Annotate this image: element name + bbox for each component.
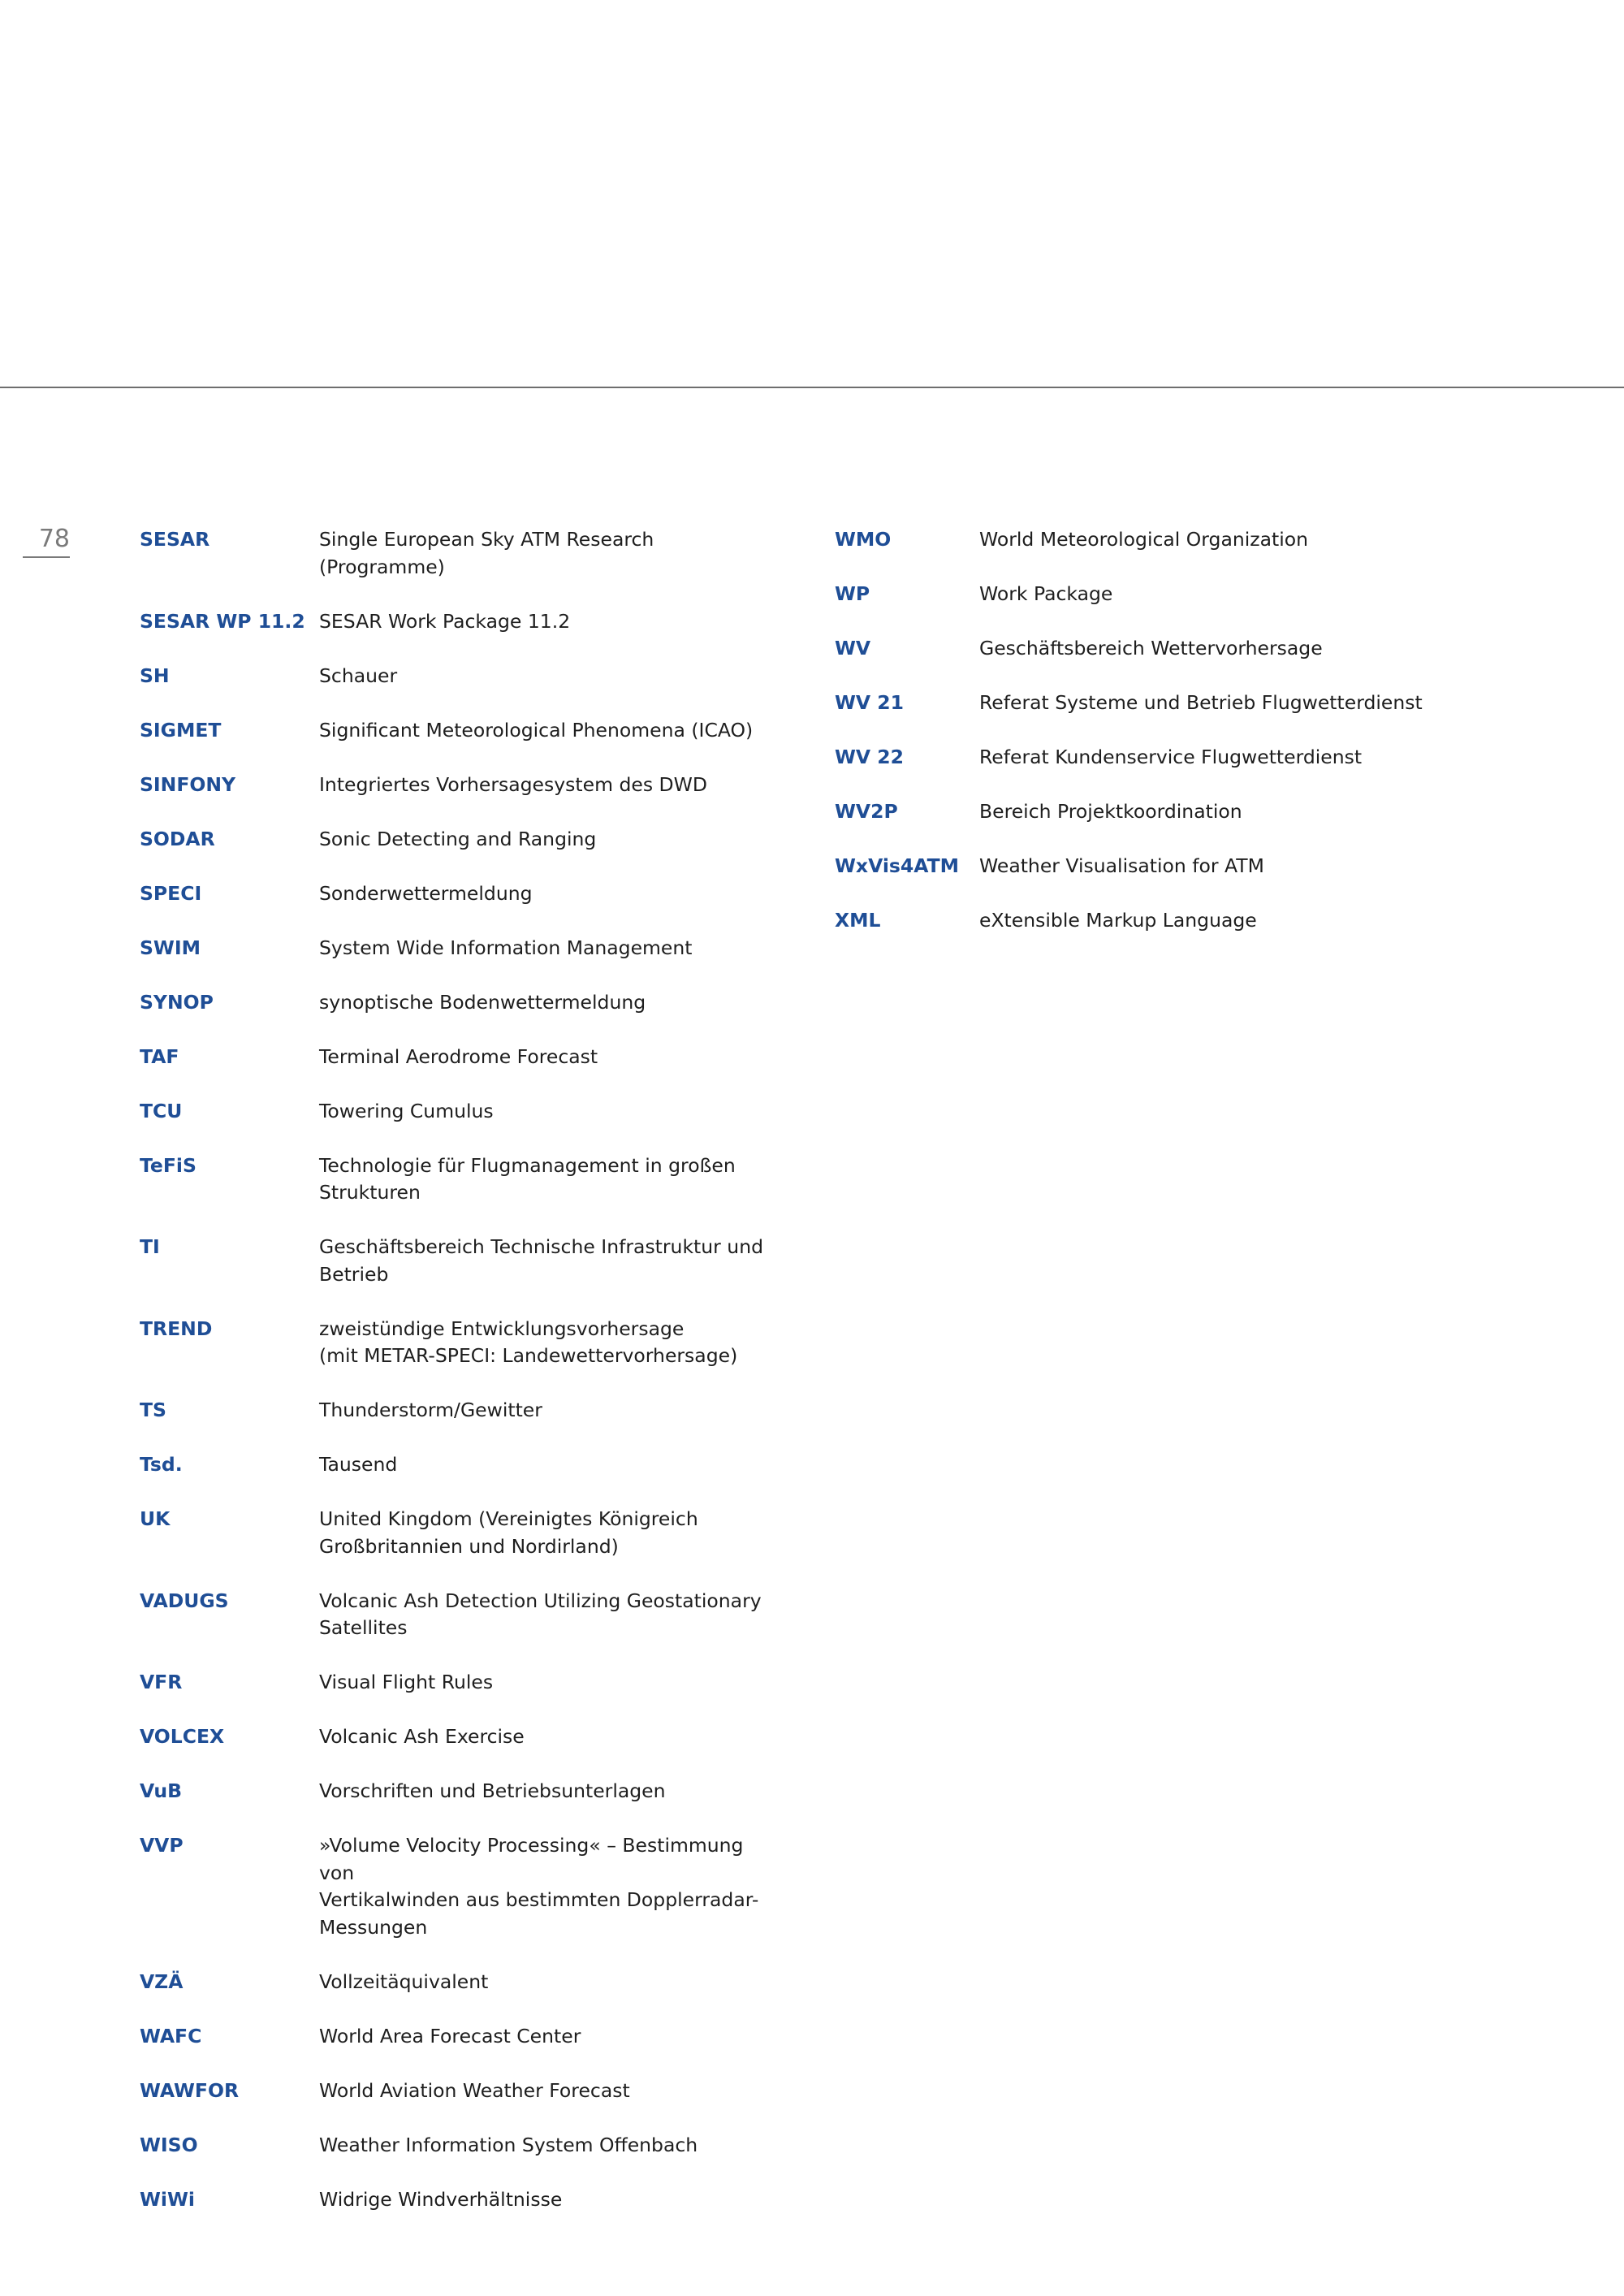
abbreviation-term: TAF bbox=[140, 1044, 179, 1068]
abbreviation-entry bbox=[835, 635, 1614, 663]
abbreviation-entry bbox=[140, 2023, 773, 2051]
abbreviation-term: SODAR bbox=[140, 827, 215, 850]
abbreviation-entry bbox=[140, 1451, 773, 1479]
abbreviation-entry bbox=[140, 1669, 773, 1697]
abbreviation-entry bbox=[835, 853, 1614, 880]
abbreviation-term: TCU bbox=[140, 1099, 183, 1122]
abbreviation-term: Tsd. bbox=[140, 1453, 183, 1476]
abbreviation-definition: World Meteorological Organization bbox=[979, 528, 1309, 551]
abbreviation-term: SINFONY bbox=[140, 772, 236, 796]
abbreviation-term: TREND bbox=[140, 1317, 213, 1340]
abbreviation-entry bbox=[140, 880, 773, 908]
abbreviation-term: TeFiS bbox=[140, 1153, 197, 1177]
abbreviation-entry bbox=[140, 1234, 773, 1288]
abbreviation-definition: Vorschriften und Betriebsunterlagen bbox=[319, 1779, 666, 1802]
abbreviation-definition: »Volume Velocity Processing« – Bestimmung von Vertikalwinden aus bestimmten Dopplerradar- Messungen bbox=[319, 1834, 759, 1939]
abbreviation-entry bbox=[140, 1506, 773, 1560]
abbreviation-definition: Bereich Projektkoordination bbox=[979, 800, 1242, 823]
abbreviation-entry bbox=[140, 772, 773, 799]
abbreviation-term: VADUGS bbox=[140, 1589, 229, 1612]
abbreviation-entry bbox=[140, 1152, 773, 1207]
abbreviation-definition: Work Package bbox=[979, 582, 1113, 605]
abbreviation-term: WMO bbox=[835, 528, 892, 551]
abbreviation-term: WxVis4ATM bbox=[835, 854, 960, 877]
abbreviation-term: SESAR WP 11.2 bbox=[140, 609, 305, 633]
abbreviation-term: SPECI bbox=[140, 881, 202, 905]
abbreviation-definition: United Kingdom (Vereinigtes Königreich Großbritannien und Nordirland) bbox=[319, 1507, 698, 1558]
abbreviation-term: WV bbox=[835, 637, 871, 659]
abbreviation-term: WV2P bbox=[835, 800, 898, 823]
abbreviation-definition: Widrige Windverhältnisse bbox=[319, 2187, 563, 2211]
abbreviation-term: VFR bbox=[140, 1671, 183, 1693]
abbreviation-term: SESAR bbox=[140, 528, 210, 551]
abbreviation-entry bbox=[140, 1723, 773, 1751]
abbreviation-term: WP bbox=[835, 582, 870, 605]
abbreviation-entry bbox=[140, 1316, 773, 1370]
abbreviation-entry bbox=[140, 717, 773, 745]
abbreviation-definition: Referat Kundenservice Flugwetterdienst bbox=[979, 746, 1363, 768]
abbreviation-definition: Vollzeitäquivalent bbox=[319, 1970, 489, 1993]
abbreviation-definition: System Wide Information Management bbox=[319, 936, 693, 959]
abbreviation-definition: Towering Cumulus bbox=[319, 1099, 494, 1122]
abbreviation-term: VuB bbox=[140, 1779, 182, 1802]
abbreviation-term: SIGMET bbox=[140, 718, 222, 742]
abbreviation-entry bbox=[835, 526, 1614, 554]
abbreviation-term: VVP bbox=[140, 1834, 184, 1857]
page-number-underline bbox=[23, 556, 70, 558]
abbreviation-definition: Tausend bbox=[319, 1453, 398, 1476]
abbreviation-entry bbox=[140, 1044, 773, 1071]
abbreviation-definition: zweistündige Entwicklungsvorhersage (mit METAR-SPECI: Landewettervorhersage) bbox=[319, 1317, 738, 1367]
abbreviation-entry bbox=[835, 744, 1614, 772]
abbreviation-definition: Volcanic Ash Detection Utilizing Geostationary Satellites bbox=[319, 1589, 762, 1639]
abbreviation-list-right bbox=[835, 526, 1614, 962]
abbreviation-term: WiWi bbox=[140, 2187, 195, 2211]
abbreviation-entry bbox=[140, 608, 773, 636]
abbreviation-entry bbox=[140, 663, 773, 690]
abbreviation-entry bbox=[140, 1588, 773, 1642]
abbreviation-definition: World Aviation Weather Forecast bbox=[319, 2078, 630, 2102]
abbreviation-definition: Sonderwettermeldung bbox=[319, 881, 533, 905]
abbreviation-term: WV 21 bbox=[835, 691, 904, 714]
abbreviation-entry bbox=[140, 2186, 773, 2214]
abbreviation-definition: Weather Information System Offenbach bbox=[319, 2133, 698, 2156]
abbreviation-term: TS bbox=[140, 1399, 166, 1421]
abbreviation-definition: Thunderstorm/Gewitter bbox=[319, 1399, 542, 1421]
abbreviation-entry bbox=[835, 690, 1614, 717]
abbreviation-entry bbox=[835, 581, 1614, 608]
abbreviation-entry bbox=[140, 2132, 773, 2160]
abbreviation-entry bbox=[835, 907, 1614, 935]
abbreviation-definition: World Area Forecast Center bbox=[319, 2024, 581, 2047]
abbreviation-term: WAFC bbox=[140, 2024, 202, 2047]
abbreviation-entry bbox=[140, 989, 773, 1017]
abbreviation-entry bbox=[140, 1778, 773, 1805]
abbreviation-term: WISO bbox=[140, 2133, 198, 2156]
abbreviation-definition: Geschäftsbereich Technische Infrastruktur und Betrieb bbox=[319, 1235, 764, 1286]
abbreviation-definition: Referat Systeme und Betrieb Flugwetterdienst bbox=[979, 691, 1423, 714]
abbreviation-list-left bbox=[140, 526, 773, 2241]
abbreviation-entry bbox=[140, 526, 773, 581]
abbreviation-definition: Geschäftsbereich Wettervorhersage bbox=[979, 637, 1323, 659]
abbreviation-entry bbox=[140, 826, 773, 854]
abbreviation-definition: Visual Flight Rules bbox=[319, 1671, 494, 1693]
abbreviation-term: WV 22 bbox=[835, 746, 904, 768]
abbreviation-entry bbox=[835, 798, 1614, 826]
abbreviation-term: TI bbox=[140, 1235, 160, 1258]
abbreviation-definition: Schauer bbox=[319, 664, 398, 687]
abbreviation-definition: eXtensible Markup Language bbox=[979, 909, 1257, 932]
header-divider bbox=[0, 387, 1624, 388]
abbreviation-term: XML bbox=[835, 909, 881, 932]
abbreviation-entry bbox=[140, 2078, 773, 2105]
abbreviation-definition: Technologie für Flugmanagement in großen Strukturen bbox=[319, 1153, 736, 1204]
abbreviation-entry bbox=[140, 1832, 773, 1941]
abbreviation-definition: Sonic Detecting and Ranging bbox=[319, 827, 597, 850]
abbreviation-term: SWIM bbox=[140, 936, 201, 959]
abbreviation-definition: Volcanic Ash Exercise bbox=[319, 1725, 525, 1748]
abbreviation-term: SH bbox=[140, 664, 170, 687]
abbreviation-term: SYNOP bbox=[140, 990, 214, 1014]
abbreviation-definition: SESAR Work Package 11.2 bbox=[319, 609, 571, 633]
abbreviation-definition: Integriertes Vorhersagesystem des DWD bbox=[319, 772, 707, 796]
abbreviation-definition: Weather Visualisation for ATM bbox=[979, 854, 1264, 877]
abbreviation-definition: synoptische Bodenwettermeldung bbox=[319, 990, 646, 1014]
abbreviation-term: UK bbox=[140, 1507, 171, 1530]
abbreviation-definition: Single European Sky ATM Research (Programme) bbox=[319, 528, 654, 578]
abbreviation-entry bbox=[140, 1969, 773, 1996]
abbreviation-definition: Significant Meteorological Phenomena (ICAO) bbox=[319, 718, 754, 742]
abbreviation-term: VOLCEX bbox=[140, 1725, 225, 1748]
page-number: 78 bbox=[38, 525, 70, 553]
abbreviation-term: WAWFOR bbox=[140, 2078, 240, 2102]
abbreviation-term: VZÄ bbox=[140, 1970, 184, 1993]
abbreviation-entry bbox=[140, 935, 773, 962]
abbreviation-definition: Terminal Aerodrome Forecast bbox=[319, 1044, 598, 1068]
abbreviation-entry bbox=[140, 1397, 773, 1425]
abbreviation-entry bbox=[140, 1098, 773, 1126]
